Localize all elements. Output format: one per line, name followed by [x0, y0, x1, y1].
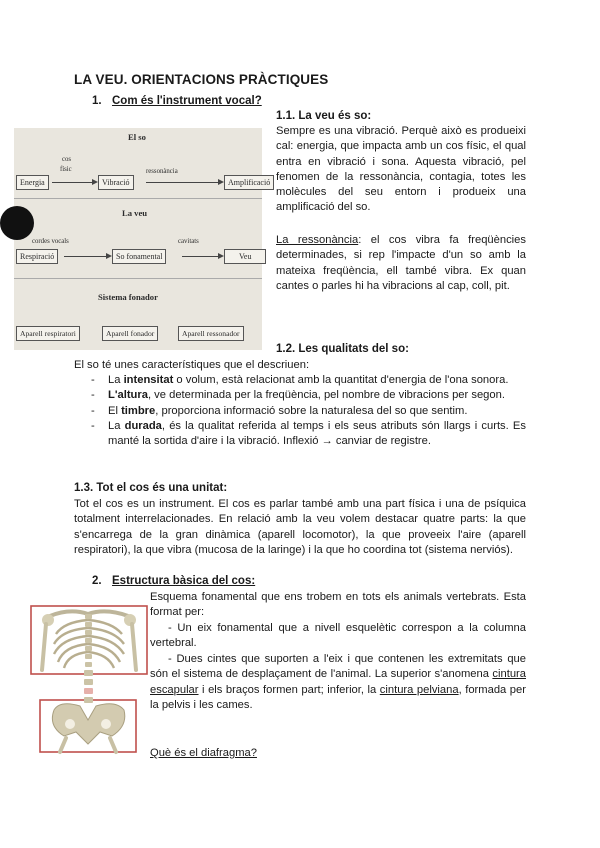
subsection-1-1-heading: 1.1. La veu és so:	[276, 110, 372, 122]
term-ressonancia: La ressonància	[276, 234, 359, 246]
diagram-box-aparell-ressonador: Aparell ressonador	[178, 326, 244, 341]
subsection-1-3-para: Tot el cos es un instrument. El cos es parlar també amb una part física i una de psíquica totalment interrelacionades. En relació amb la veu volem destacar quatre parts: la que s'encarrega de la gran dinàmica (aparell locomotor), la que proveeix l'aire (aparell respiratori), la que vibra (mucosa de la laringe) i la que ho coordina tot (sistema nerviós).	[74, 498, 526, 556]
qualities-list	[88, 373, 526, 449]
arrow-right-icon	[92, 179, 98, 185]
section-2-title: Estructura bàsica del cos:	[112, 575, 256, 587]
diagram-label-fisic: físic	[60, 166, 72, 173]
section-2-item2: - Dues cintes que suporten a l'eix i que contenen les extremitats que són el sistema de desplaçament de l'animal. La superior s'anomena cintura escapular i els braços formen part; inferior, la cintura pelviana, formada per la pelvis i les cames.	[150, 653, 526, 711]
section-2-heading	[92, 575, 255, 587]
list-item: - La durada, és la qualitat referida al temps i els seus atributs són llargs i curts. Es manté la sortida d'aire i la vibració. Inflexió → canviar de registre.	[88, 419, 526, 450]
term-cintura-escapular: cintura escapular	[150, 668, 526, 696]
diagram-label-ressonancia: ressonància	[146, 168, 178, 175]
list-item: - L'altura, ve determinada per la freqüència, pel nombre de vibracions per segon.	[88, 388, 526, 403]
diagram-label-cavitats: cavitats	[178, 238, 199, 245]
section-1-heading	[92, 95, 262, 107]
list-item: - El timbre, proporciona informació sobre la naturalesa del so que sentim.	[88, 404, 526, 419]
section-1-number: 1.	[92, 95, 102, 107]
page-title: LA VEU. ORIENTACIONS PRÀCTIQUES	[74, 72, 329, 87]
skeleton-illustration	[30, 600, 148, 754]
diagram-box-aparell-respiratori: Aparell respiratori	[16, 326, 80, 341]
voice-diagram	[14, 128, 271, 350]
diagram-arrow-line	[64, 256, 106, 257]
section-2-item1: - Un eix fonamental que a nivell esquelètic correspon a la columna vertebral.	[150, 622, 526, 650]
arrow-right-icon	[106, 253, 112, 259]
diagram-box-energia: Energia	[16, 175, 49, 190]
diagram-arrow-line	[182, 256, 218, 257]
diaphragm-question: Què és el diafragma?	[150, 747, 257, 759]
diagram-label-cos: cos	[62, 156, 72, 163]
diagram-box-aparell-fonador: Aparell fonador	[102, 326, 158, 341]
diagram-box-vibracio: Vibració	[98, 175, 134, 190]
diagram-arrow-line	[52, 182, 92, 183]
diagram-box-amplificacio: Amplificació	[224, 175, 274, 190]
diagram-box-veu: Veu	[224, 249, 266, 264]
diagram-separator	[14, 198, 262, 199]
diagram-panel3-title: Sistema fonador	[98, 292, 158, 302]
diagram-separator	[14, 278, 262, 279]
term-cintura-pelviana: cintura pelviana	[379, 683, 459, 696]
section-1-title: Com és l'instrument vocal?	[112, 95, 262, 107]
diagram-box-so-fonamental: So fonamental	[112, 249, 166, 264]
arrow-right-icon	[218, 253, 224, 259]
diagram-arrow-line	[146, 182, 218, 183]
subsection-1-1-para2	[276, 233, 526, 294]
section-2-intro: Esquema fonamental que ens trobem en tots els animals vertebrats. Esta format per:	[150, 591, 526, 619]
ressonancia-definition: : el cos vibra fa freqüències determinades, si rep l'impacte d'un so amb la mateixa freqüència, ell també vibra. Ex quan cantes o parles hi ha vibracions al cap, coll, pit.	[276, 234, 526, 292]
subsection-1-1-para1: Sempre es una vibració. Perquè això es produeixi cal: energia, que impacta amb un cos físic, el qual entra en vibració i sona. Aquesta vibració, pel fenomen de la ressonància, contagia, totes les molècules del seu entorn i produeix una amplificació del so.	[276, 125, 526, 214]
subsection-1-2-heading: 1.2. Les qualitats del so:	[276, 343, 409, 355]
section-2-number: 2.	[92, 575, 102, 587]
diagram-panel2-title: La veu	[122, 208, 148, 218]
arrow-right-icon	[218, 179, 224, 185]
section-2-item1-text: Un eix fonamental que a nivell esquelètic correspon a la columna vertebral.	[150, 622, 526, 650]
subsection-1-2-intro: El so té unes característiques que el descriuen:	[74, 359, 310, 371]
subsection-1-3-heading: 1.3. Tot el cos és una unitat:	[74, 482, 228, 494]
diagram-panel1-title: El so	[128, 132, 146, 142]
diagram-label-cordes: cordes vocals	[32, 238, 69, 245]
decorative-dot	[0, 206, 34, 240]
list-item: - La intensitat o volum, està relacionat amb la quantitat d'energia de l'ona sonora.	[88, 373, 526, 388]
diagram-box-respiracio: Respiració	[16, 249, 58, 264]
